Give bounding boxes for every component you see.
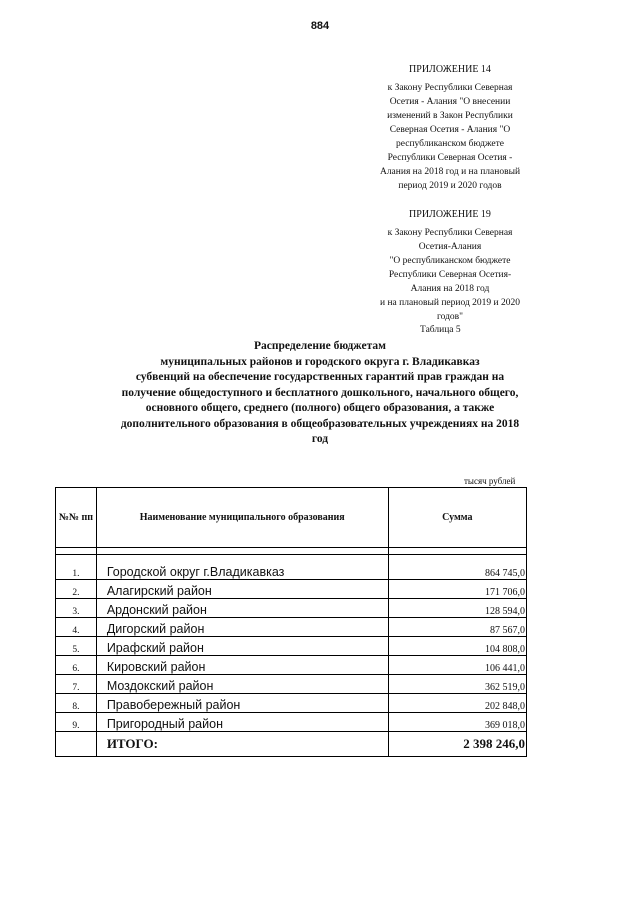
row-number: 8.	[56, 694, 97, 713]
appendix-19-block	[355, 208, 545, 324]
table-row	[56, 580, 527, 599]
row-name: Правобережный район	[96, 694, 388, 713]
total-number-cell	[56, 732, 97, 757]
table-row	[56, 713, 527, 732]
row-name: Городской округ г.Владикавказ	[96, 555, 388, 580]
total-sum: 2 398 246,0	[388, 732, 526, 757]
table-total-row	[56, 732, 527, 757]
appendix-19-heading: ПРИЛОЖЕНИЕ 19	[409, 209, 491, 220]
row-number: 1.	[56, 555, 97, 580]
table-spacer-row	[56, 548, 527, 555]
appendix-14-text: к Закону Республики Северная Осетия - Алания "О внесении изменений в Закон Республики Северная Осетия - Алания "О республиканском бюджете Республики Северная Осетия - Алания на 2018 год и на плановый период 2019 и 2020 годов	[379, 83, 521, 191]
row-number: 6.	[56, 656, 97, 675]
row-number: 9.	[56, 713, 97, 732]
table-row	[56, 599, 527, 618]
row-name: Ирафский район	[96, 637, 388, 656]
row-name: Пригородный район	[96, 713, 388, 732]
row-sum: 864 745,0	[388, 555, 526, 580]
row-number: 4.	[56, 618, 97, 637]
header-number: №№ пп	[56, 488, 97, 548]
document-title: Распределение бюджетам муниципальных районов и городского округа г. Владикавказ субвенций на обеспечение государственных гарантий прав граждан на получение общедоступного и бесплатного дошкольного, начального общего, основного общего, среднего (полного) общего образования, а также дополнительного образования в общеобразовательных учреждениях на 2018 год	[120, 340, 520, 445]
row-sum: 106 441,0	[388, 656, 526, 675]
header-name: Наименование муниципального образования	[96, 488, 388, 548]
row-name: Кировский район	[96, 656, 388, 675]
row-number: 3.	[56, 599, 97, 618]
row-number: 2.	[56, 580, 97, 599]
table-row	[56, 675, 527, 694]
row-sum: 362 519,0	[388, 675, 526, 694]
table-row	[56, 618, 527, 637]
row-sum: 369 018,0	[388, 713, 526, 732]
row-number: 7.	[56, 675, 97, 694]
table-row	[56, 694, 527, 713]
row-name: Моздокский район	[96, 675, 388, 694]
row-name: Ардонский район	[96, 599, 388, 618]
row-name: Дигорский район	[96, 618, 388, 637]
table-row	[56, 656, 527, 675]
table-header-row	[56, 488, 527, 548]
appendix-14-heading: ПРИЛОЖЕНИЕ 14	[409, 64, 491, 75]
header-sum: Сумма	[388, 488, 526, 548]
row-sum: 87 567,0	[388, 618, 526, 637]
appendix-19-text: к Закону Республики Северная Осетия-Алания "О республиканском бюджете Республики Северная Осетия- Алания на 2018 год и на плановый период 2019 и 2020 годов"	[380, 228, 520, 322]
row-name: Алагирский район	[96, 580, 388, 599]
table-row	[56, 637, 527, 656]
budget-table	[55, 487, 527, 757]
page-number: 884	[310, 20, 330, 32]
appendix-14-block	[360, 63, 540, 193]
row-sum: 202 848,0	[388, 694, 526, 713]
row-sum: 171 706,0	[388, 580, 526, 599]
total-label: ИТОГО:	[96, 732, 388, 757]
row-number: 5.	[56, 637, 97, 656]
table-number: Таблица 5	[420, 325, 461, 335]
row-sum: 104 808,0	[388, 637, 526, 656]
row-sum: 128 594,0	[388, 599, 526, 618]
units-label: тысяч рублей	[464, 476, 516, 486]
table-row	[56, 555, 527, 580]
